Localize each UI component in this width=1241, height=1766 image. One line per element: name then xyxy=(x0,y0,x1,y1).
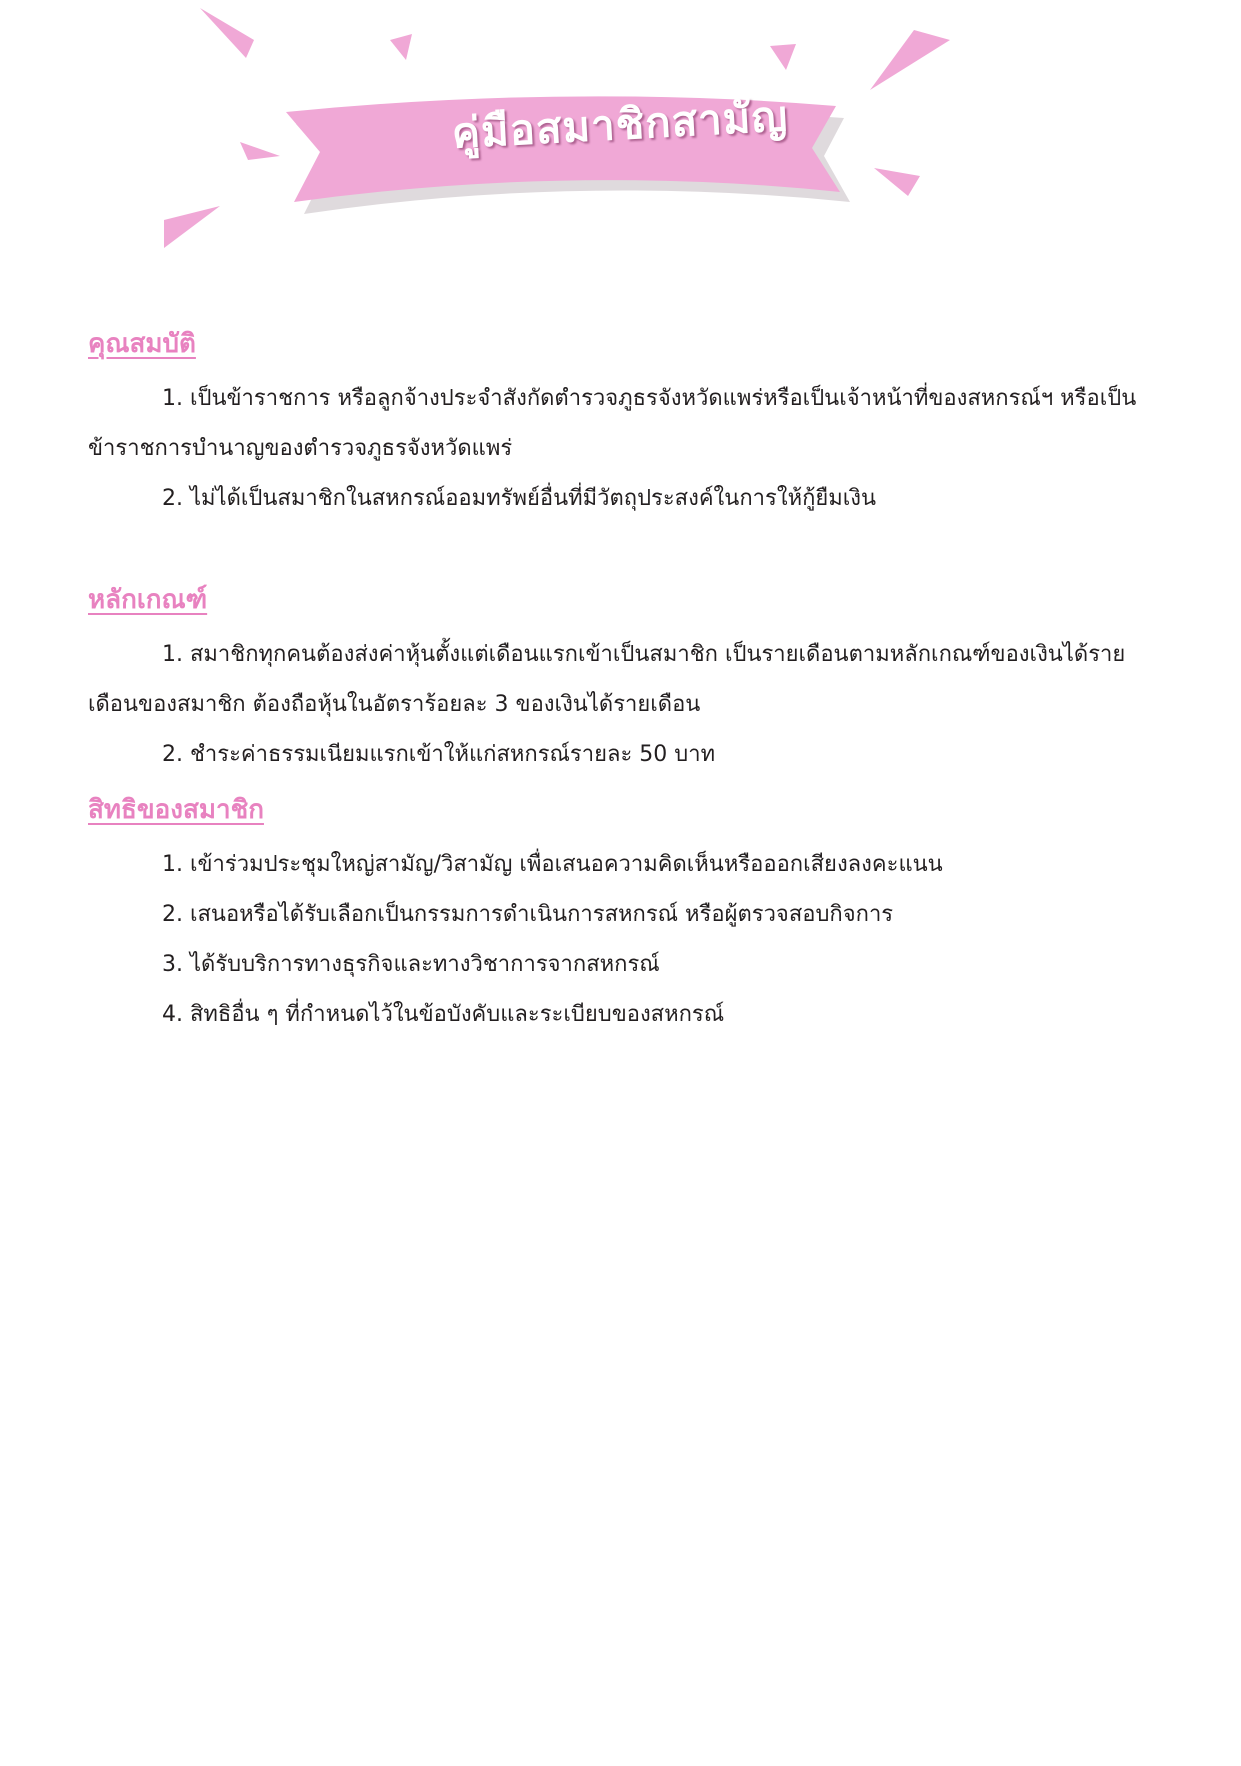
section-criteria xyxy=(88,582,1148,780)
section-heading: คุณสมบัติ xyxy=(88,329,196,359)
section-heading: สิทธิของสมาชิก xyxy=(88,795,264,825)
section-heading: หลักเกณฑ์ xyxy=(88,585,208,615)
list-item: 1. สมาชิกทุกคนต้องส่งค่าหุ้นตั้งแต่เดือนแรกเข้าเป็นสมาชิก เป็นรายเดือนตามหลักเกณฑ์ของเงินได้รายเดือนของสมาชิก ต้องถือหุ้นในอัตราร้อยละ 3 ของเงินได้รายเดือน xyxy=(88,642,1126,717)
list-item: 1. เข้าร่วมประชุมใหญ่สามัญ/วิสามัญ เพื่อเสนอความคิดเห็นหรือออกเสียงลงคะแนน xyxy=(162,852,943,877)
confetti-shape xyxy=(164,206,220,248)
title-banner xyxy=(150,0,1090,260)
confetti-shape xyxy=(874,168,920,196)
confetti-shape xyxy=(770,44,796,70)
confetti-shape xyxy=(200,8,254,58)
section-qualifications xyxy=(88,326,1148,524)
list-item: 3. ได้รับบริการทางธุรกิจและทางวิชาการจากสหกรณ์ xyxy=(162,952,660,977)
list-item: 2. เสนอหรือได้รับเลือกเป็นกรรมการดำเนินการสหกรณ์ หรือผู้ตรวจสอบกิจการ xyxy=(162,902,894,927)
list-item: 1. เป็นข้าราชการ หรือลูกจ้างประจำสังกัดตำรวจภูธรจังหวัดแพร่หรือเป็นเจ้าหน้าที่ของสหกรณ์ฯ หรือเป็นข้าราชการบำนาญของตำรวจภูธรจังหวัดแพร่ xyxy=(88,386,1137,461)
list-item: 2. ชำระค่าธรรมเนียมแรกเข้าให้แก่สหกรณ์รายละ 50 บาท xyxy=(162,742,716,767)
page-title: คู่มือสมาชิกสามัญ xyxy=(450,91,790,158)
list-item: 4. สิทธิอื่น ๆ ที่กำหนดไว้ในข้อบังคับและระเบียบของสหกรณ์ xyxy=(162,1002,725,1027)
confetti-shape xyxy=(390,34,412,60)
list-item: 2. ไม่ได้เป็นสมาชิกในสหกรณ์ออมทรัพย์อื่นที่มีวัตถุประสงค์ในการให้กู้ยืมเงิน xyxy=(162,486,877,511)
section-member-rights xyxy=(88,792,1148,1040)
